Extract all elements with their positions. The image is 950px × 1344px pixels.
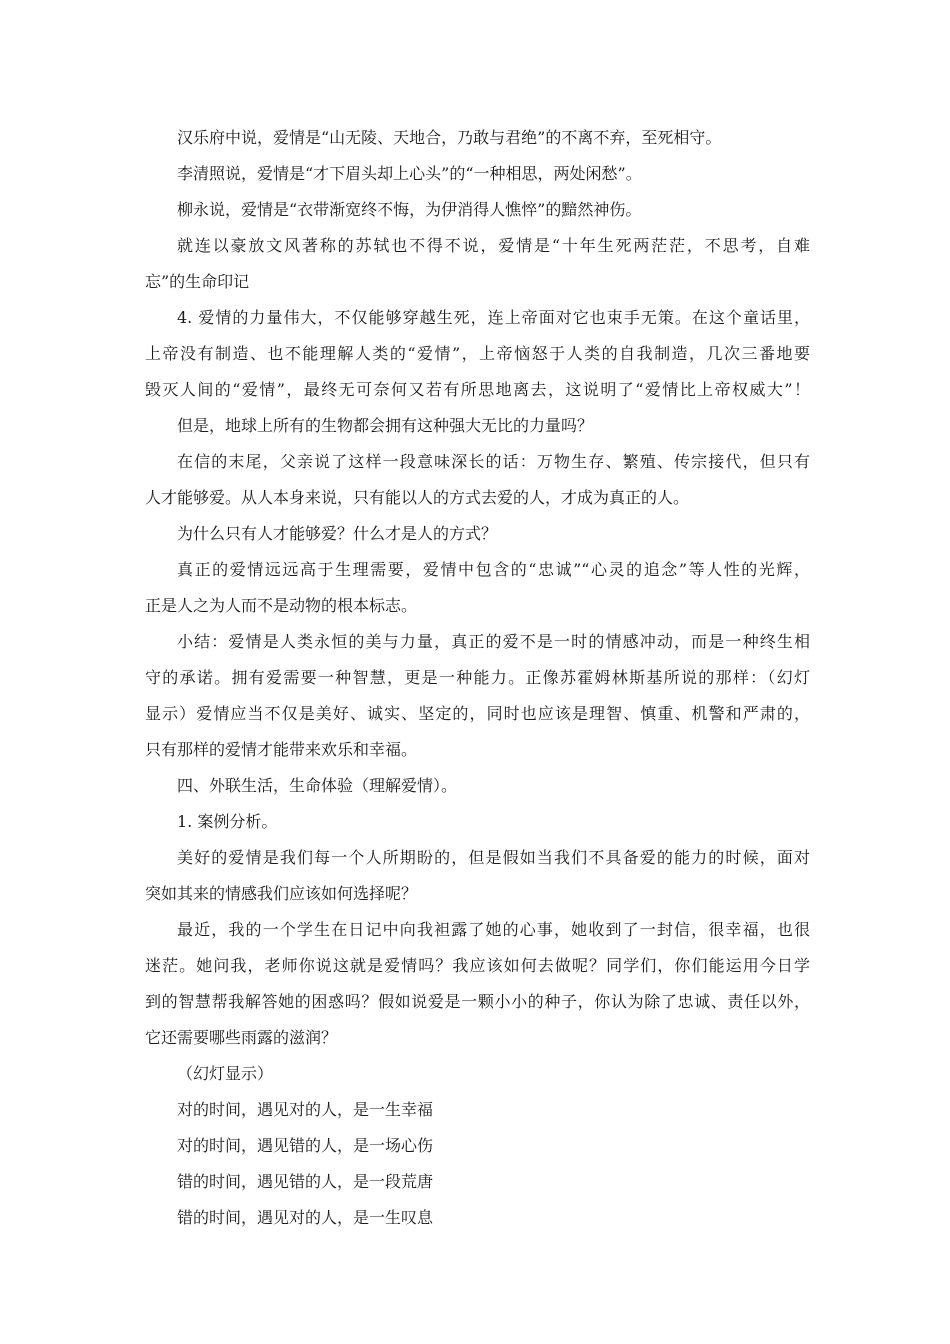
- subsection-title: 1. 案例分析。: [177, 812, 278, 831]
- text-line: 人才能够爱。从人本身来说，只有能以人的方式去爱的人，才成为真正的人。: [145, 488, 690, 507]
- paragraph-student-case: [145, 912, 810, 1056]
- text-line: 上帝没有制造、也不能理解人类的“爱情”，上帝恼怒于人类的自我制造，几次三番地要: [145, 344, 810, 363]
- paragraph-why-love: [145, 516, 810, 552]
- paragraph-li-qingzhao: [145, 156, 810, 192]
- text-line: 小结：爱情是人类永恒的美与力量，真正的爱不是一时的情感冲动，而是一种终生相: [177, 632, 810, 651]
- paragraph-question: [145, 408, 810, 444]
- paragraph-letter: [145, 444, 810, 516]
- text-line: 李清照说，爱情是“才下眉头却上心头”的“一种相思，两处闲愁”。: [177, 164, 642, 183]
- text-line: 对的时间，遇见对的人，是一生幸福: [177, 1100, 434, 1119]
- text-line: 4. 爱情的力量伟大，不仅能够穿越生死，连上帝面对它也束手无策。在这个童话里，: [177, 308, 810, 327]
- text-line: 忘”的生命印记: [145, 272, 250, 291]
- text-line: 错的时间，遇见对的人，是一生叹息: [177, 1208, 434, 1227]
- paragraph-beautiful-love: [145, 840, 810, 912]
- text-line: 显示）爱情应当不仅是美好、诚实、坚定的，同时也应该是理智、慎重、机警和严肃的，: [145, 704, 810, 723]
- paragraph-point-4: [145, 300, 810, 408]
- text-line: 对的时间，遇见错的人，是一场心伤: [177, 1136, 434, 1155]
- text-line: 最近，我的一个学生在日记中向我袒露了她的心事，她收到了一封信，很幸福，也很: [177, 920, 810, 939]
- text-line: （幻灯显示）: [177, 1064, 274, 1083]
- text-line: 但是，地球上所有的生物都会拥有这种强大无比的力量吗？: [177, 416, 594, 435]
- text-line: 美好的爱情是我们每一个人所期盼的，但是假如当我们不具备爱的能力的时候，面对: [177, 848, 810, 867]
- text-line: 守的承诺。拥有爱需要一种智慧，更是一种能力。正像苏霍姆林斯基所说的那样：（幻灯: [145, 668, 810, 687]
- subsection-heading-case: [145, 804, 810, 840]
- paragraph-liu-yong: [145, 192, 810, 228]
- paragraph-summary: [145, 624, 810, 768]
- text-line: 突如其来的情感我们应该如何选择呢？: [145, 884, 418, 903]
- section-heading-four: [145, 768, 810, 804]
- text-line: 毁灭人间的“爱情”，最终无可奈何又若有所思地离去，这说明了“爱情比上帝权威大”！: [145, 380, 810, 399]
- text-line: 汉乐府中说，爱情是“山无陵、天地合，乃敢与君绝”的不离不弃，至死相守。: [177, 128, 722, 147]
- text-line: 错的时间，遇见错的人，是一段荒唐: [177, 1172, 434, 1191]
- text-line: 它还需要哪些雨露的滋润？: [145, 1028, 338, 1047]
- text-line: 只有那样的爱情才能带来欢乐和幸福。: [145, 740, 418, 759]
- slide-note: [145, 1056, 810, 1092]
- poem-line-3: [145, 1164, 810, 1200]
- text-line: 就连以豪放文风著称的苏轼也不得不说，爱情是“十年生死两茫茫，不思考，自难: [177, 236, 810, 255]
- text-line: 真正的爱情远远高于生理需要，爱情中包含的“忠诚”“心灵的追念”等人性的光辉，: [177, 560, 810, 579]
- text-line: 正是人之为人而不是动物的根本标志。: [145, 596, 418, 615]
- poem-line-2: [145, 1128, 810, 1164]
- paragraph-su-shi: [145, 228, 810, 300]
- text-line: 到的智慧帮我解答她的困惑吗？假如说爱是一颗小小的种子，你认为除了忠诚、责任以外，: [145, 992, 810, 1011]
- section-title: 四、外联生活，生命体验（理解爱情）。: [177, 776, 458, 795]
- poem-line-4: [145, 1200, 810, 1236]
- poem-line-1: [145, 1092, 810, 1128]
- text-line: 柳永说，爱情是“衣带渐宽终不悔，为伊消得人憔悴”的黯然神伤。: [177, 200, 642, 219]
- text-line: 迷茫。她问我，老师你说这就是爱情吗？我应该如何去做呢？同学们，你们能运用今日学: [145, 956, 810, 975]
- text-line: 在信的末尾，父亲说了这样一段意味深长的话：万物生存、繁殖、传宗接代，但只有: [177, 452, 810, 471]
- text-line: 为什么只有人才能够爱？什么才是人的方式？: [177, 524, 498, 543]
- paragraph-yuefu: [145, 120, 810, 156]
- paragraph-true-love: [145, 552, 810, 624]
